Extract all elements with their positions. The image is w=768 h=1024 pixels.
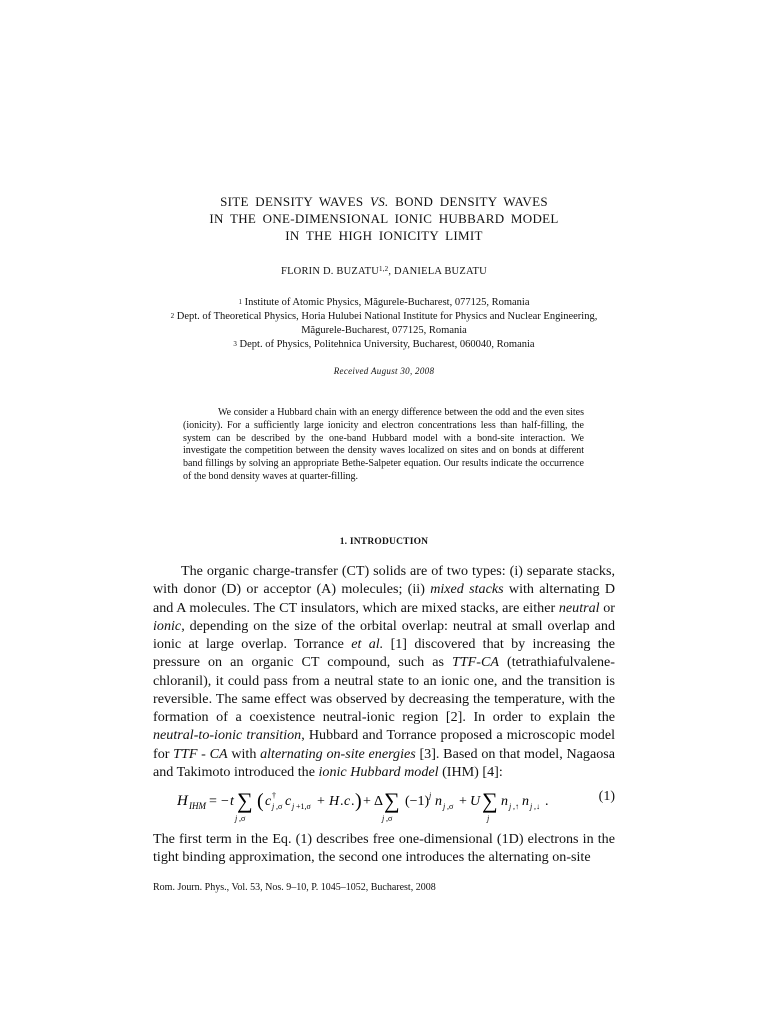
svg-text:j: j [530,802,533,811]
svg-text:j: j [509,802,512,811]
abstract: We consider a Hubbard chain with an energy difference between the odd and the even sites (ionicity). For a sufficiently large ionicity and electron concentrations less than half-filling, the system can be described by the one-band Hubbard model with a bond-site interaction. We investigate the competition between the density waves localized on sites and on bonds at different band fillings by solving an appropriate Bethe-Salpeter equation. Our results indicate the occurrence of the bond density waves at quarter-filling. [183,407,584,482]
svg-text:.: . [340,794,344,809]
svg-text:n: n [435,794,442,809]
svg-text:=: = [209,794,217,809]
svg-text:,σ: ,σ [276,802,283,811]
svg-text:t: t [230,794,234,809]
svg-text:(−1): (−1) [405,794,430,809]
svg-text:,↑: ,↑ [513,802,519,811]
author-list [0,266,768,277]
continuation-paragraph: The first term in the Eq. (1) describes free one-dimensional (1D) electrons in the tight binding approximation, the second one introduces the alternating on-site [153,831,615,866]
svg-text:j: j [272,802,275,811]
ihm-hamiltonian-formula [177,789,597,825]
svg-text:j: j [382,814,385,823]
svg-text:(: ( [257,790,264,812]
author-2: , DANIELA BUZATU [388,266,487,277]
svg-text:Δ: Δ [374,794,384,809]
svg-text:+: + [459,794,467,809]
svg-text:+: + [317,794,325,809]
author-1-affiliation: 1,2 [379,265,389,273]
svg-text:IHM: IHM [189,801,206,811]
svg-text:c: c [344,794,351,809]
paper-title [0,193,768,244]
title-line-2: IN THE ONE-DIMENSIONAL IONIC HUBBARD MODEL [209,211,559,226]
affiliation-3: $^3$ Dept. of Physics, Politehnica University, Bucharest, 060040, Romania [233,339,535,350]
svg-text:,σ: ,σ [447,802,454,811]
svg-text:n: n [501,794,508,809]
svg-text:c: c [285,794,292,809]
svg-text:,↓: ,↓ [534,802,540,811]
svg-text:j: j [429,791,432,800]
svg-text:,σ: ,σ [386,814,393,823]
title-line-1: SITE DENSITY WAVES VS. BOND DENSITY WAVES [220,194,548,209]
svg-text:n: n [522,794,529,809]
svg-text:U: U [470,794,481,809]
equation-1 [153,785,615,823]
svg-text:∑: ∑ [482,789,498,813]
svg-text:c: c [265,794,272,809]
svg-text:.: . [545,794,549,809]
svg-text:): ) [355,790,362,812]
svg-text:H: H [177,793,188,809]
svg-text:j: j [487,814,490,823]
svg-text:†: † [272,791,276,800]
section-heading: 1. INTRODUCTION [339,537,429,547]
received-date: Received August 30, 2008 [333,366,435,376]
svg-text:∑: ∑ [237,789,253,813]
svg-text:−: − [221,794,229,809]
svg-text:j: j [292,802,295,811]
svg-text:∑: ∑ [384,789,400,813]
svg-text:+: + [363,794,371,809]
author-1: FLORIN D. BUZATU [281,266,380,277]
svg-text:+1,σ: +1,σ [296,802,311,811]
affiliations [160,296,608,352]
svg-text:.: . [351,794,355,809]
svg-text:j: j [235,814,238,823]
title-line-3: IN THE HIGH IONICITY LIMIT [285,228,483,243]
affiliation-1: $^1$ Institute of Atomic Physics, Măgurele-Bucharest, 077125, Romania [238,297,530,308]
svg-text:H: H [329,794,340,809]
svg-text:j: j [443,802,446,811]
svg-text:,σ: ,σ [239,814,246,823]
affiliation-2: $^2$ Dept. of Theoretical Physics, Horia Hulubei National Institute for Physics and Nuclear Engineering, Măgurele-Bucharest, 077125, Romania [170,311,598,336]
intro-paragraph: The organic charge-transfer (CT) solids are of two types: (i) separate stacks, with donor (D) or acceptor (A) molecules; (ii) mixed stacks with alternating D and A molecules. The CT insulators, which are mixed stacks, are either neutral or ionic, depending on the size of the orbital overlap: neutral at small overlap and ionic at large overlap. Torrance et al. [1] discovered that by increasing the pressure on an organic CT compound, such as TTF-CA (tetrathiafulvalene-chloranil), it could pass from a neutral state to an ionic one, and the transition is reversible. The same effect was observed by decreasing the temperature, with the formation of a coexistence neutral-ionic region [2]. In order to explain the neutral-to-ionic transition, Hubbard and Torrance proposed a microscopic model for TTF - CA with alternating on-site energies [3]. Based on that model, Nagaosa and Takimoto introduced the ionic Hubbard model (IHM) [4]: [153,563,616,780]
equation-number: (1) [598,789,615,804]
journal-footer: Rom. Journ. Phys., Vol. 53, Nos. 9–10, P. 1045–1052, Bucharest, 2008 [153,882,436,893]
title-vs: VS. [370,194,389,209]
